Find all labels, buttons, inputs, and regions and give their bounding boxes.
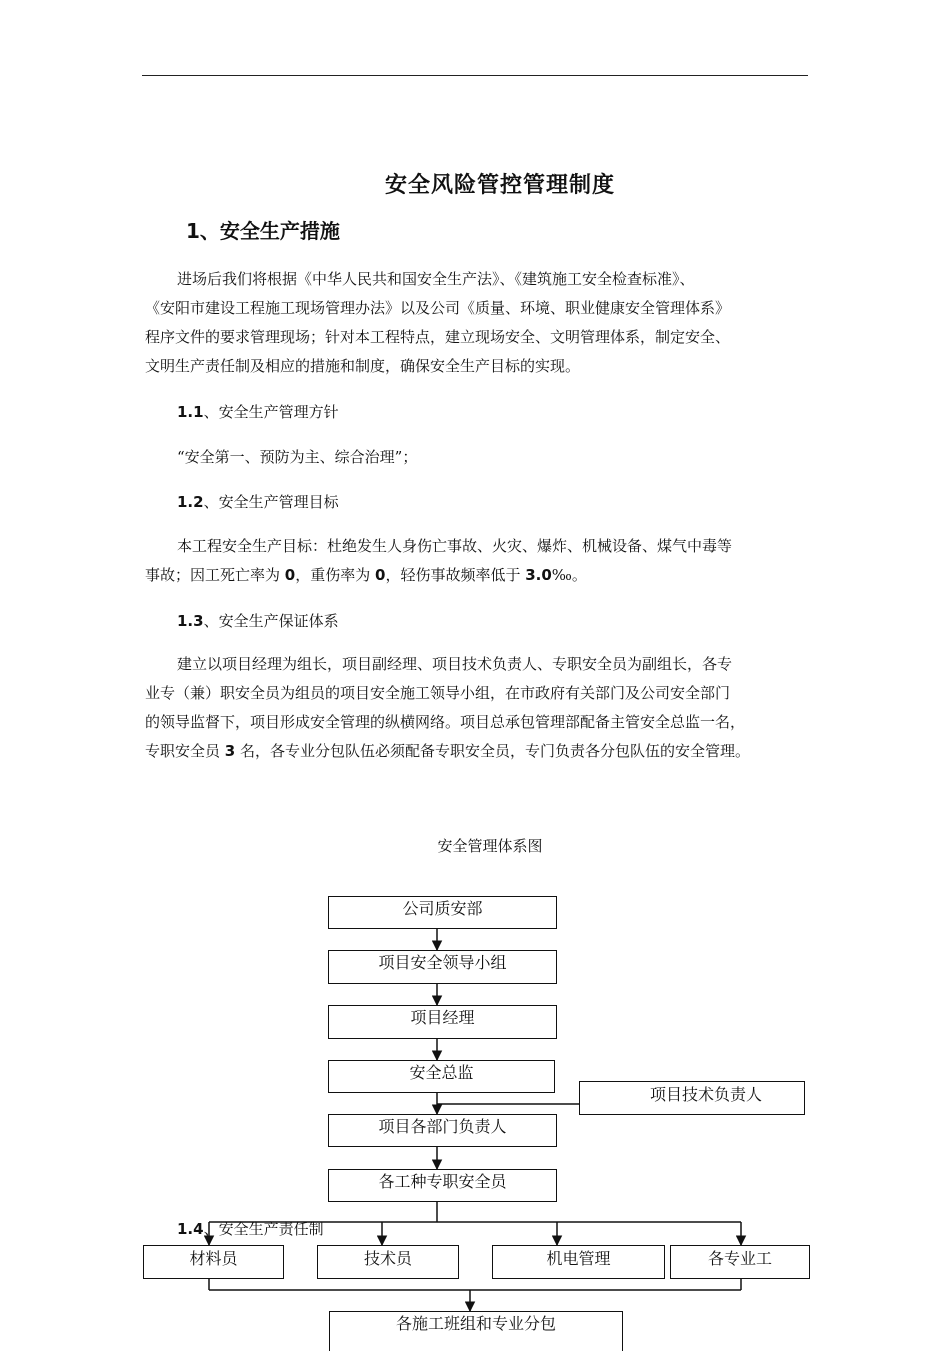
node-project-manager: 项目经理 <box>328 1005 557 1039</box>
minor-injury-rate-value: 3.0 <box>525 566 552 584</box>
section-title: 、安全生产措施 <box>199 219 340 243</box>
node-leader-group: 项目安全领导小组 <box>328 950 557 984</box>
node-materials: 材料员 <box>143 1245 284 1279</box>
intro-line: 进场后我们将根据《中华人民共和国安全生产法》、《建筑施工安全检查标准》、 <box>177 270 695 288</box>
subsection-number: 1.3 <box>177 612 204 630</box>
goal-line: 本工程安全生产目标：杜绝发生人身伤亡事故、火灾、爆炸、机械设备、煤气中毒等 <box>177 537 733 555</box>
subsection-title: 、安全生产责任制 <box>203 1220 324 1238</box>
safety-officer-count: 3 <box>224 742 236 760</box>
node-mech-elec: 机电管理 <box>492 1245 665 1279</box>
document-title: 安全风险管控管理制度 <box>384 172 615 198</box>
section-number: 1 <box>186 219 200 243</box>
diagram-title: 安全管理体系图 <box>437 837 543 855</box>
node-safety-officers: 各工种专职安全员 <box>328 1169 557 1202</box>
system-line: 业专（兼）职安全员为组员的项目安全施工领导小组，在市政府有关部门及公司安全部门 <box>145 684 731 702</box>
system-line: 专职安全员 3 名，各专业分包队伍必须配备专职安全员，专门负责各分包队伍的安全管理。 <box>145 742 750 760</box>
node-trades: 各专业工 <box>670 1245 810 1279</box>
subsection-number: 1.4 <box>177 1220 204 1238</box>
intro-line: 程序文件的要求管理现场；针对本工程特点，建立现场安全、文明管理体系，制定安全、 <box>145 328 731 346</box>
fatality-rate-value: 0 <box>284 566 296 584</box>
system-line: 的领导监督下，项目形成安全管理的纵横网络。项目总承包管理部配备主管安全总监一名， <box>145 713 746 731</box>
node-company-safety-dept: 公司质安部 <box>328 896 557 929</box>
node-technician: 技术员 <box>317 1245 459 1279</box>
node-tech-lead: 项目技术负责人 <box>579 1081 805 1115</box>
subsection-title: 、安全生产管理目标 <box>203 493 339 511</box>
subsection-number: 1.1 <box>177 403 204 421</box>
intro-line: 文明生产责任制及相应的措施和制度，确保安全生产目标的实现。 <box>145 357 581 375</box>
node-subcontract: 各施工班组和专业分包 <box>329 1311 623 1351</box>
policy-text: “安全第一、预防为主、综合治理”； <box>177 448 418 466</box>
subsection-1-4-heading <box>177 1218 324 1239</box>
subsection-title: 、安全生产管理方针 <box>203 403 339 421</box>
serious-injury-rate-value: 0 <box>375 566 386 584</box>
subsection-title: 、安全生产保证体系 <box>203 612 339 630</box>
goal-line: 事故；因工死亡率为 0，重伤率为 0，轻伤事故频率低于 3.0‰。 <box>145 566 587 584</box>
node-department-heads: 项目各部门负责人 <box>328 1114 557 1147</box>
intro-line: 《安阳市建设工程施工现场管理办法》以及公司《质量、环境、职业健康安全管理体系》 <box>145 299 731 317</box>
subsection-number: 1.2 <box>177 493 204 511</box>
node-safety-director: 安全总监 <box>328 1060 555 1093</box>
system-line: 建立以项目经理为组长，项目副经理、项目技术负责人、专职安全员为副组长，各专 <box>177 655 733 673</box>
